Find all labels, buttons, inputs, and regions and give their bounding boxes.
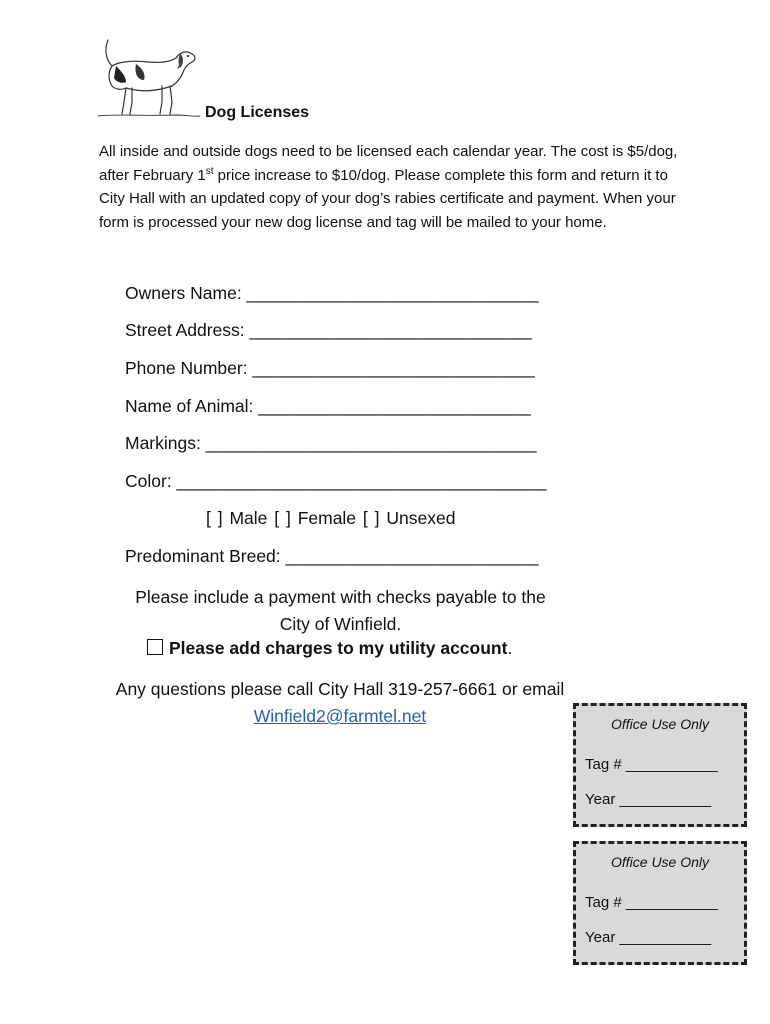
payment-note: Please include a payment with checks payable to the City of Winfield. [135, 587, 546, 634]
utility-charge-option[interactable] [147, 638, 512, 659]
intro-text-part2: price increase to $10/dog. Please complete this form and return it to City Hall with an updated copy of your dog’s rabies certificate and payment. When your form is processed your new dog license and tag will be mailed to your home. [99, 166, 676, 231]
office-use-title: Office Use Only [610, 716, 710, 732]
utility-checkbox[interactable] [147, 639, 163, 655]
tag-number-field: Tag # ___________ [585, 756, 718, 773]
street-address-field[interactable]: Street Address: _____________________________ [125, 320, 532, 340]
document-title: Dog Licenses [205, 104, 310, 121]
questions-contact [110, 676, 570, 730]
intro-text-part1: All inside and outside dogs need to be licensed each calendar year. The cost is $5/dog, after February 1 [99, 143, 678, 184]
office-use-box [573, 841, 747, 965]
utility-suffix: . [507, 638, 513, 658]
utility-label: Please add charges to my utility account [169, 638, 508, 658]
color-field[interactable]: Color: ______________________________________ [125, 471, 547, 491]
year-field: Year ___________ [585, 929, 712, 946]
phone-number-field[interactable]: Phone Number: _____________________________ [125, 358, 535, 378]
ordinal-superscript: st [205, 165, 214, 177]
office-use-title: Office Use Only [610, 854, 710, 870]
email-link[interactable]: Winfield2@farmtel.net [253, 706, 427, 726]
markings-field[interactable]: Markings: __________________________________ [125, 433, 537, 453]
intro-paragraph [99, 140, 679, 234]
questions-text: Any questions please call City Hall 319-257-6661 or email [115, 679, 565, 699]
owners-name-field[interactable]: Owners Name: ______________________________ [125, 283, 539, 303]
year-field: Year ___________ [585, 791, 712, 808]
dog-illustration [96, 36, 202, 122]
name-of-animal-field[interactable]: Name of Animal: ____________________________ [125, 396, 531, 416]
office-use-box [573, 703, 747, 827]
tag-number-field: Tag # ___________ [585, 894, 718, 911]
sex-options[interactable]: [ ] Male [ ] Female [ ] Unsexed [206, 508, 456, 528]
predominant-breed-field[interactable]: Predominant Breed: __________________________ [125, 546, 539, 566]
